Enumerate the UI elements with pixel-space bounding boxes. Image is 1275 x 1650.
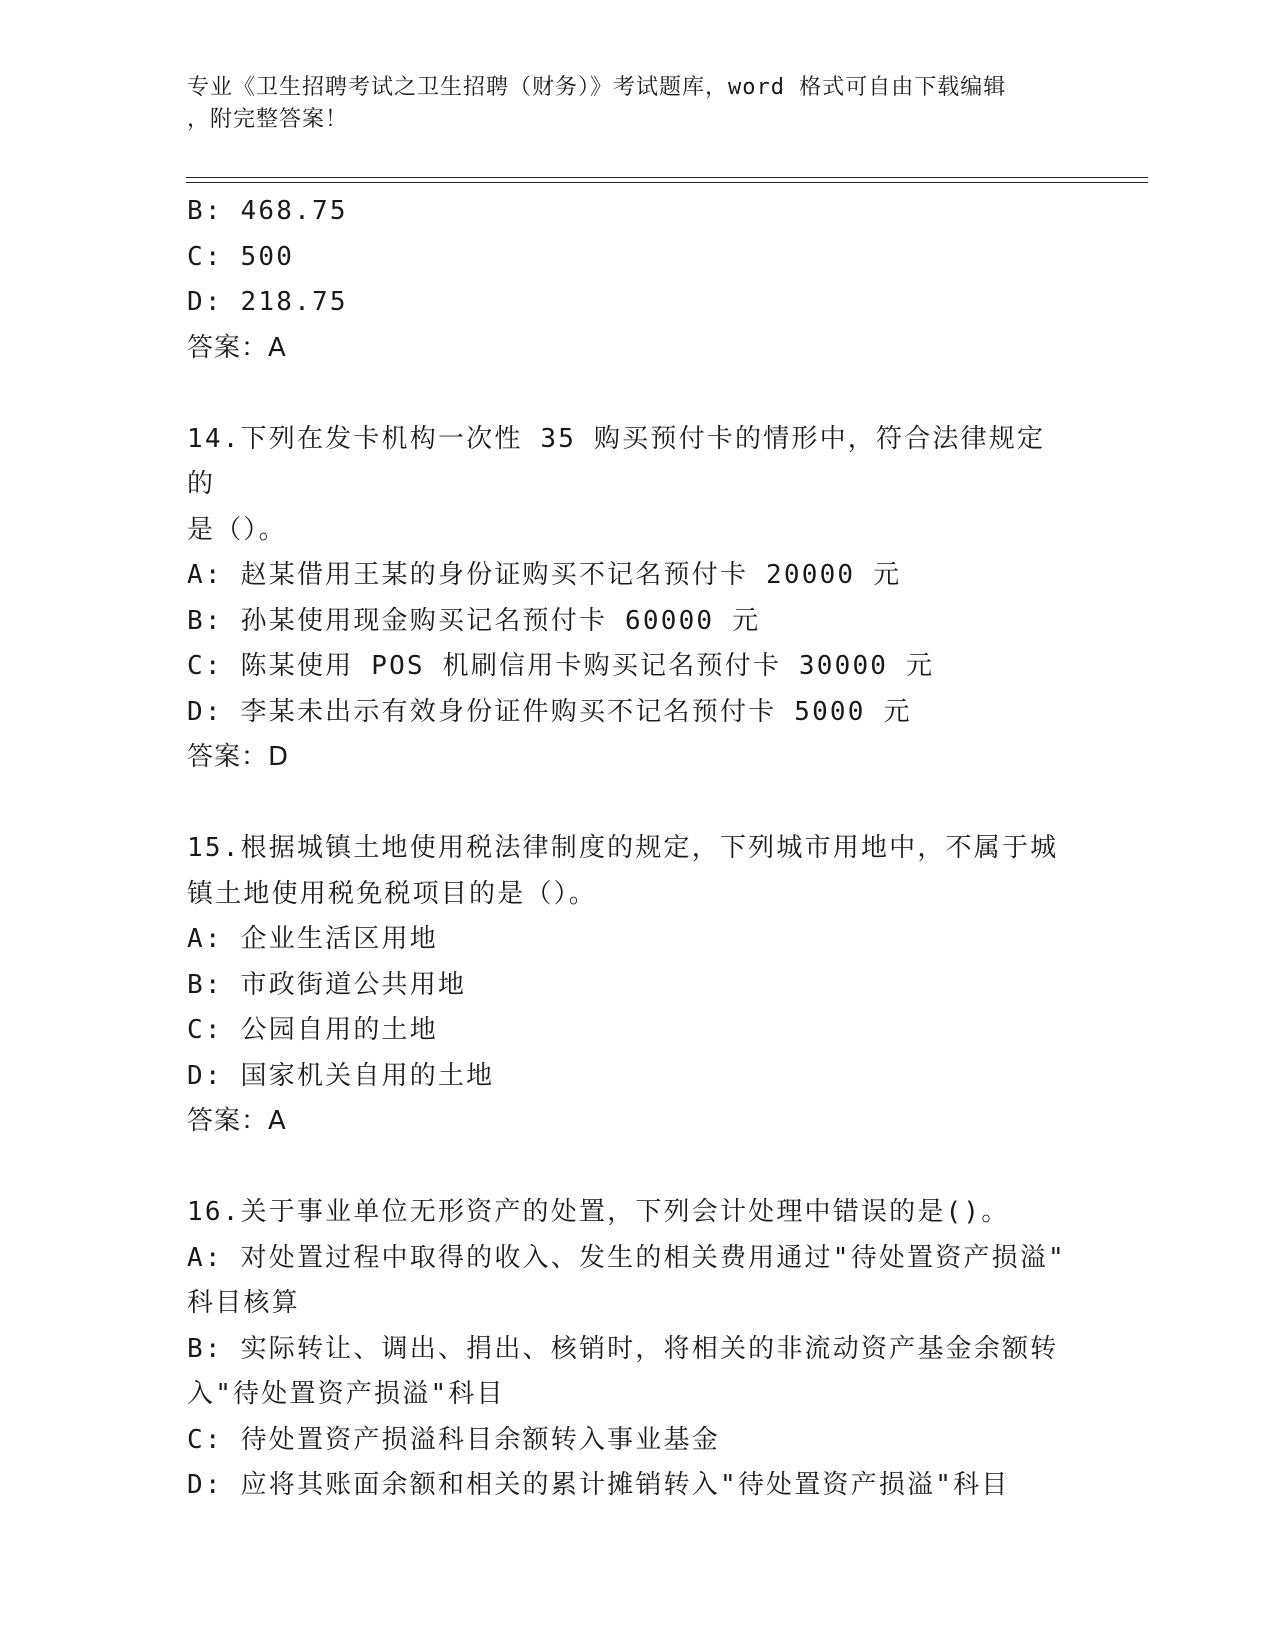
option-b: B: 468.75 — [187, 196, 348, 226]
question-stem: 镇土地使用税免税项目的是（）。 — [187, 878, 598, 909]
option-d: D: 国家机关自用的土地 — [187, 1060, 495, 1091]
question-stem: 14.下列在发卡机构一次性 35 购买预付卡的情形中，符合法律规定的 — [187, 423, 1046, 499]
question-14 — [187, 417, 1067, 781]
question-15 — [187, 826, 1067, 1145]
spacer — [187, 1145, 1067, 1191]
question-content — [187, 189, 1067, 1509]
option-b: B: 孙某使用现金购买记名预付卡 60000 元 — [187, 605, 761, 636]
option-c: C: 500 — [187, 241, 295, 272]
header-line-1: 专业《卫生招聘考试之卫生招聘（财务）》考试题库，word 格式可自由下载编辑 — [187, 75, 1007, 100]
option-a-continued: 科目核算 — [187, 1288, 300, 1318]
question-stem: 15.根据城镇土地使用税法律制度的规定，下列城市用地中，不属于城 — [187, 833, 1059, 863]
question-stem: 16.关于事业单位无形资产的处置，下列会计处理中错误的是()。 — [187, 1197, 1010, 1227]
option-a: A: 赵某借用王某的身份证购买不记名预付卡 20000 元 — [187, 560, 902, 590]
option-c: C: 公园自用的土地 — [187, 1015, 438, 1045]
answer: 答案：A — [187, 1106, 287, 1136]
option-a: A: 企业生活区用地 — [187, 924, 438, 954]
question-13-partial — [187, 189, 1067, 371]
answer: 答案：D — [187, 742, 290, 772]
option-c: C: 待处置资产损溢科目余额转入事业基金 — [187, 1424, 720, 1455]
option-a: A: 对处置过程中取得的收入、发生的相关费用通过"待处置资产损溢" — [187, 1242, 1066, 1273]
option-d: D: 应将其账面余额和相关的累计摊销转入"待处置资产损溢"科目 — [187, 1470, 1010, 1500]
answer: 答案：A — [187, 332, 287, 363]
spacer — [187, 781, 1067, 827]
header-rule-bottom — [186, 182, 1148, 183]
option-b: B: 市政街道公共用地 — [187, 969, 467, 1000]
header-line-2: ，附完整答案！ — [187, 107, 349, 132]
spacer — [187, 371, 1067, 417]
document-header — [187, 72, 1087, 136]
option-c: C: 陈某使用 POS 机刷信用卡购买记名预付卡 30000 元 — [187, 651, 935, 681]
option-b: B: 实际转让、调出、捐出、核销时，将相关的非流动资产基金余额转 — [187, 1333, 1059, 1364]
question-16 — [187, 1190, 1067, 1509]
question-stem: 是（）。 — [187, 514, 287, 545]
header-rule-top — [186, 177, 1148, 178]
option-b-continued: 入"待处置资产损溢"科目 — [187, 1379, 505, 1409]
option-d: D: 李某未出示有效身份证件购买不记名预付卡 5000 元 — [187, 696, 912, 727]
option-d: D: 218.75 — [187, 287, 348, 317]
